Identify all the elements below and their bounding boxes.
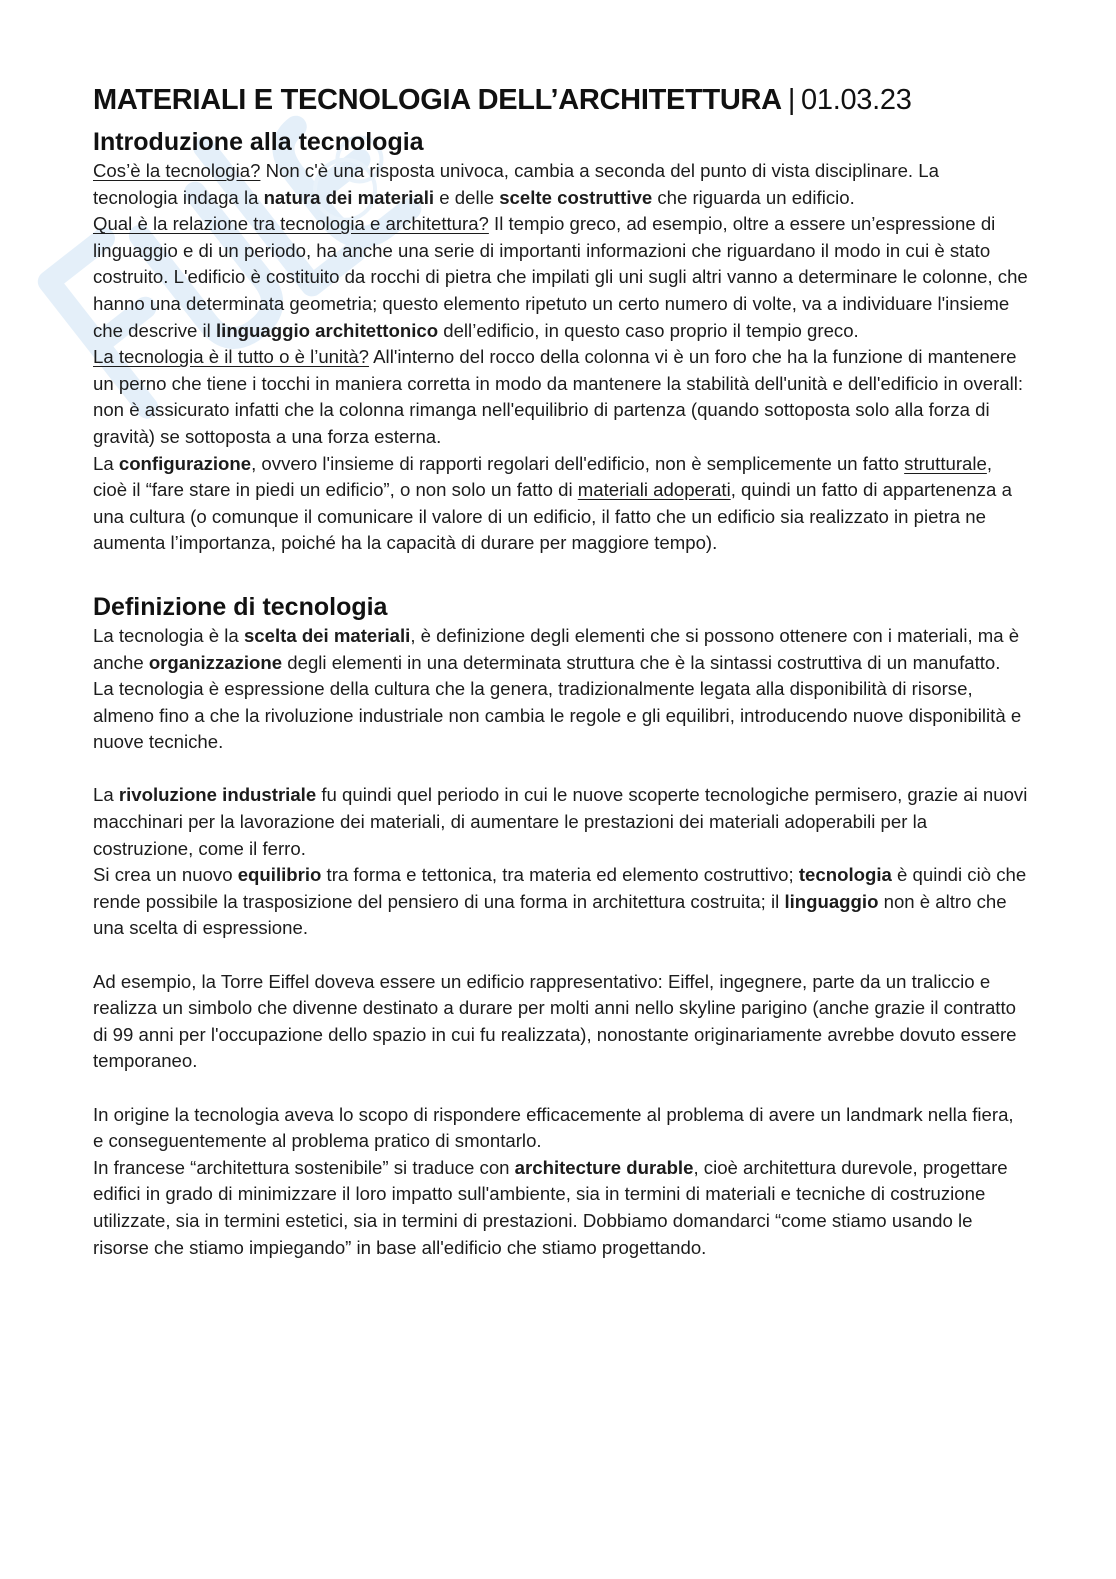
bold-term: equilibrio bbox=[237, 864, 322, 886]
bold-term: organizzazione bbox=[148, 651, 283, 673]
text-run: , cioè architettura durevole, progettare edifici in grado di minimizzare il loro impatto sull'ambiente, sia in termini di materiali e tecniche di costruzione utilizzate, sia in termini estetici, sia in termini di prestazioni. Dobbiamo domandarci “come stiamo usando le risorse che stiamo impiegando” in base all'edificio che stiamo progettando. bbox=[93, 1156, 1008, 1258]
bold-term: natura dei materiali bbox=[263, 186, 435, 208]
underlined-term: strutturale bbox=[904, 452, 987, 474]
text-run: La bbox=[93, 784, 119, 806]
title-text: MATERIALI E TECNOLOGIA DELL’ARCHITETTURA bbox=[93, 84, 782, 116]
section-heading-introduzione: Introduzione alla tecnologia bbox=[93, 128, 424, 156]
paragraph-def-6 bbox=[93, 1102, 1028, 1155]
text-run: fu quindi quel periodo in cui le nuove scoperte tecnologiche permisero, grazie ai nuovi macchinari per la lavorazione dei materiali, di aumentare le prestazioni dei materiali adoperabili per la costruzione, come il ferro. bbox=[93, 784, 1028, 859]
document-page bbox=[93, 80, 1028, 1261]
text-run: tra forma e tettonica, tra materia ed elemento costruttivo; bbox=[321, 864, 799, 886]
paragraph-intro-3 bbox=[93, 344, 1028, 450]
text-run: , è definizione degli elementi che si possono ottenere con i materiali, ma è anche bbox=[93, 624, 1020, 673]
bold-term: tecnologia bbox=[798, 864, 892, 886]
text-run: , cioè il “fare stare in piedi un edificio”, o non solo un fatto di bbox=[93, 452, 993, 501]
text-run: , quindi un fatto di appartenenza a una cultura (o comunque il comunicare il valore di un edificio, il fatto che un edificio sia realizzato in pietra ne aumenta l’importanza, poiché ha la capacità di durare per maggiore tempo). bbox=[93, 479, 1012, 554]
text-run: Non c'è una risposta univoca, cambia a seconda del punto di vista disciplinare. La tecnologia indaga la bbox=[93, 160, 939, 208]
text-run: Il tempio greco, ad esempio, oltre a essere un’espressione di linguaggio e di un periodo, ha anche una serie di importanti informazioni che riguardano il modo in cui è stato costruito. L'edificio è costituito da rocchi di pietra che impilati gli uni sugli altri vanno a determinare le colonne, che hanno una determinata geometria; questo elemento ripetuto un certo numero di volte, va a individuare l'insieme che descrive il bbox=[93, 213, 1028, 341]
question-cos-e-tecnologia: Cos’è la tecnologia? bbox=[93, 160, 261, 181]
text-run: La bbox=[93, 452, 119, 474]
bold-term: linguaggio bbox=[784, 890, 879, 912]
bold-term: architecture durable bbox=[514, 1156, 694, 1178]
bold-term: scelta dei materiali bbox=[243, 624, 411, 646]
paragraph-def-5 bbox=[93, 969, 1028, 1075]
text-run: degli elementi in una determinata struttura che è la sintassi costruttiva di un manufatto. bbox=[282, 651, 1001, 673]
question-relazione: Qual è la relazione tra tecnologia e architettura? bbox=[93, 213, 489, 235]
text-run: Si crea un nuovo bbox=[93, 864, 238, 886]
text-run: non è altro che una scelta di espressione. bbox=[93, 890, 1007, 939]
paragraph-intro-1 bbox=[93, 158, 1028, 211]
bold-term: scelte costruttive bbox=[499, 186, 653, 208]
paragraph-def-1 bbox=[93, 623, 1028, 676]
bold-term: linguaggio architettonico bbox=[215, 319, 439, 341]
paragraph-def-4 bbox=[93, 862, 1028, 942]
lecture-date: 01.03.23 bbox=[801, 84, 912, 116]
paragraph-def-2 bbox=[93, 676, 1028, 756]
text-run: dell’edificio, in questo caso proprio il tempio greco. bbox=[438, 319, 859, 341]
text-run: Ad esempio, la Torre Eiffel doveva essere un edificio rappresentativo: Eiffel, ingegnere, parte da un traliccio e realizza un simbolo che divenne destinato a durare per molti anni nello skyline parigino (anche grazie il contratto di 99 anni per l'occupazione dello spazio in cui fu realizzata), nonostante originariamente avrebbe dovuto essere temporaneo. bbox=[93, 970, 1017, 1072]
text-run: In origine la tecnologia aveva lo scopo di rispondere efficacemente al problema di avere un landmark nella fiera, e conseguentemente al problema pratico di smontarlo. bbox=[93, 1103, 1014, 1152]
paragraph-def-7 bbox=[93, 1155, 1028, 1261]
underlined-term: materiali adoperati bbox=[577, 479, 731, 501]
text-run: In francese “architettura sostenibile” si traduce con bbox=[93, 1156, 515, 1178]
text-run: che riguarda un edificio. bbox=[652, 186, 855, 208]
paragraph-intro-2 bbox=[93, 211, 1028, 344]
text-run: All'interno del rocco della colonna vi è un foro che ha la funzione di mantenere un perno che tiene i tocchi in maniera corretta in modo da mantenere la stabilità dell'unità e dell'edificio in overall: non è assicurato infatti che la colonna rimanga nell'equilibrio di partenza (quando sottoposta solo alla forza di gravità) se sottoposta a una forza esterna. bbox=[93, 346, 1024, 447]
question-tutto-unita: La tecnologia è il tutto o è l’unità? bbox=[93, 346, 370, 368]
section-heading-definizione: Definizione di tecnologia bbox=[93, 592, 388, 621]
text-run: e delle bbox=[434, 186, 500, 208]
text-run: La tecnologia è la bbox=[93, 624, 244, 646]
document-title bbox=[93, 80, 1028, 120]
title-separator: | bbox=[787, 84, 796, 116]
text-run: La tecnologia è espressione della cultura che la genera, tradizionalmente legata alla disponibilità di risorse, almeno fino a che la rivoluzione industriale non cambia le regole e gli equilibri, introducendo nuove disponibilità e nuove tecniche. bbox=[93, 678, 1022, 753]
text-run: , ovvero l'insieme di rapporti regolari dell'edificio, non è semplicemente un fatto bbox=[251, 452, 905, 474]
paragraph-intro-4 bbox=[93, 451, 1028, 557]
bold-term: rivoluzione industriale bbox=[118, 784, 317, 806]
paragraph-def-3 bbox=[93, 782, 1028, 862]
text-run: è quindi ciò che rende possibile la trasposizione del pensiero di una forma in architettura costruita; il bbox=[93, 864, 1027, 912]
bold-term: configurazione bbox=[118, 452, 252, 474]
